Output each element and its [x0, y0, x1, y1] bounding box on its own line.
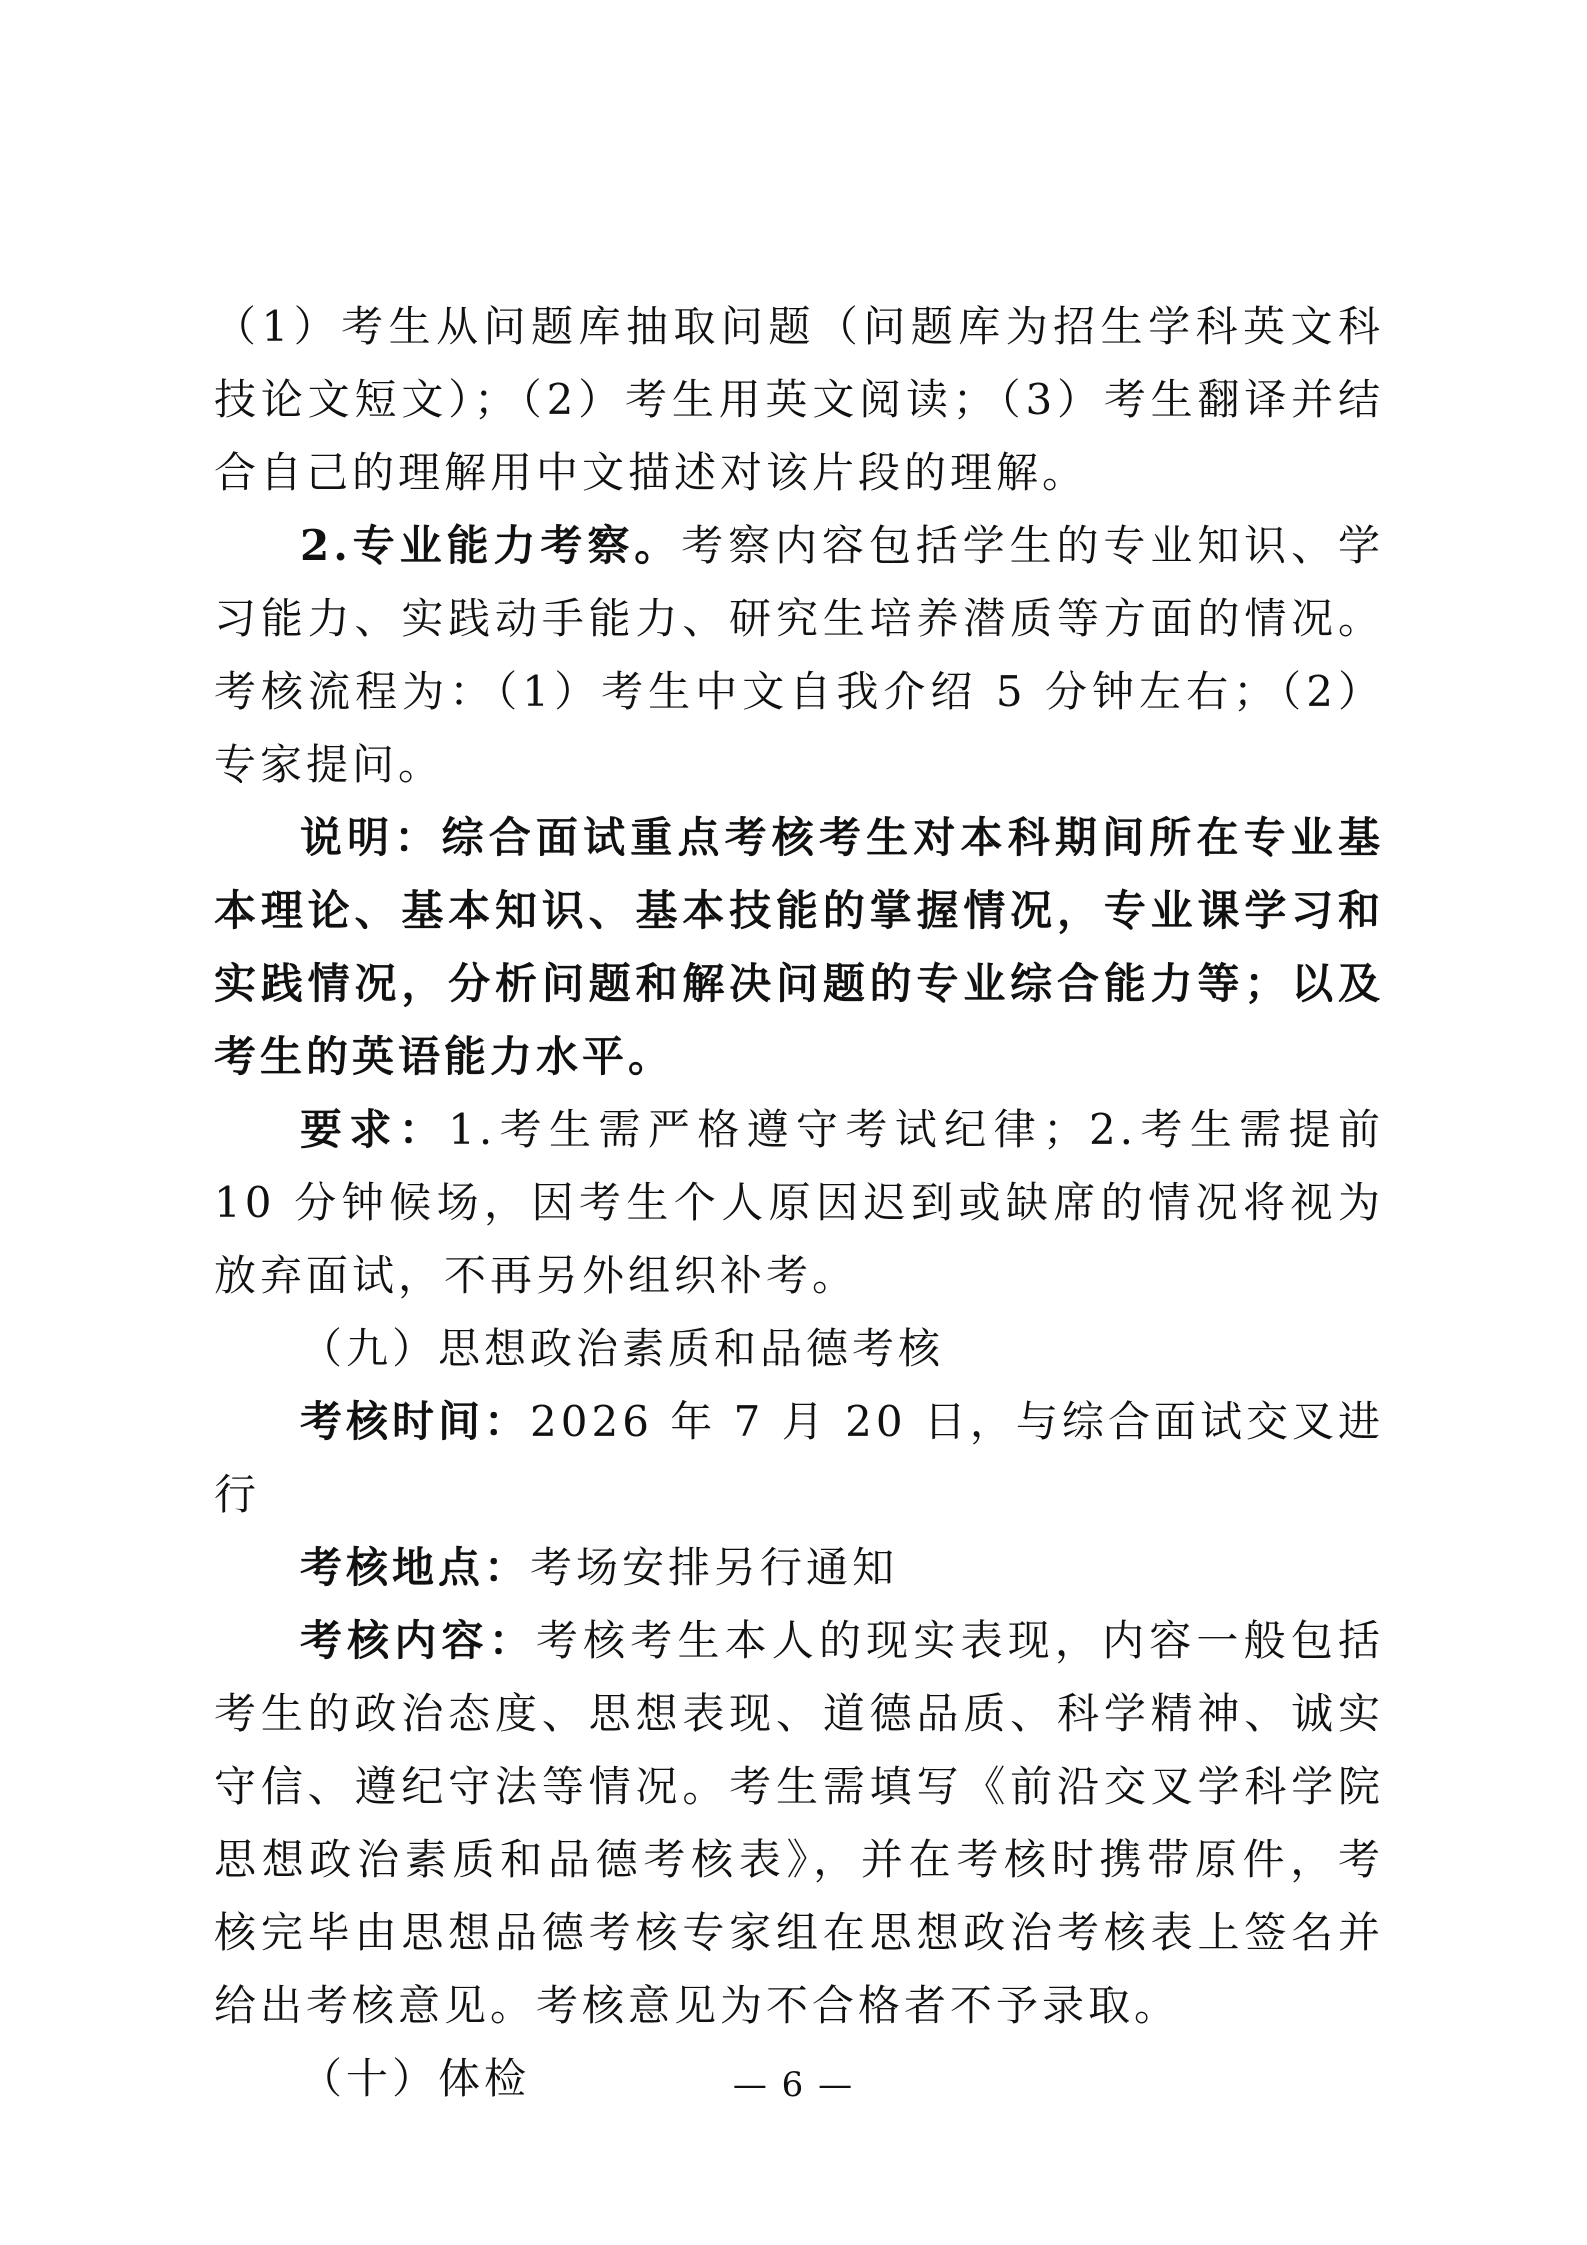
- document-body: [214, 290, 1384, 2115]
- assessment-content: [214, 1604, 1384, 2042]
- professional-ability-body: 考察内容包括学生的专业知识、学习能力、实践动手能力、研究生培养潜质等方面的情况。考核流程为：（1）考生中文自我介绍 5 分钟左右；（2）专家提问。: [214, 521, 1384, 789]
- assessment-place: [214, 1531, 1384, 1604]
- paragraph-professional-ability: [214, 509, 1384, 801]
- requirements-body: 1.考生需严格遵守考试纪律；2.考生需提前 10 分钟候场，因考生个人原因迟到或缺席的情况将视为放弃面试，不再另外组织补考。: [214, 1105, 1384, 1300]
- assessment-content-label: 考核内容：: [300, 1616, 536, 1665]
- assessment-time-value: 2026 年 7 月 20 日，与综合面试交叉进行: [214, 1397, 1384, 1519]
- assessment-place-value: 考场安排另行通知: [530, 1543, 899, 1592]
- paragraph-interview-note: 说明：综合面试重点考核考生对本科期间所在专业基本理论、基本知识、基本技能的掌握情况，专业课学习和实践情况，分析问题和解决问题的专业综合能力等；以及考生的英语能力水平。: [214, 813, 1384, 1081]
- assessment-content-value: 考核考生本人的现实表现，内容一般包括考生的政治态度、思想表现、道德品质、科学精神、诚实守信、遵纪守法等情况。考生需填写《前沿交叉学科学院思想政治素质和品德考核表》，并在考核时携带原件，考核完毕由思想品德考核专家组在思想政治考核表上签名并给出考核意见。考核意见为不合格者不予录取。: [214, 1616, 1384, 2030]
- paragraph-english-test-procedure: （1）考生从问题库抽取问题（问题库为招生学科英文科技论文短文）；（2）考生用英文阅读；（3）考生翻译并结合自己的理解用中文描述对该片段的理解。: [214, 302, 1384, 497]
- assessment-place-label: 考核地点：: [300, 1543, 531, 1592]
- section-10-title: （十）体检: [300, 2054, 531, 2103]
- assessment-time-label: 考核时间：: [300, 1397, 531, 1446]
- paragraph-requirements: [214, 1093, 1384, 1312]
- assessment-time: [214, 1385, 1384, 1531]
- professional-ability-heading: 2.专业能力考察。: [300, 521, 682, 570]
- section-9-title: （九）思想政治素质和品德考核: [300, 1324, 945, 1373]
- page-number: — 6 —: [732, 2065, 855, 2105]
- requirements-label: 要求：: [300, 1105, 449, 1154]
